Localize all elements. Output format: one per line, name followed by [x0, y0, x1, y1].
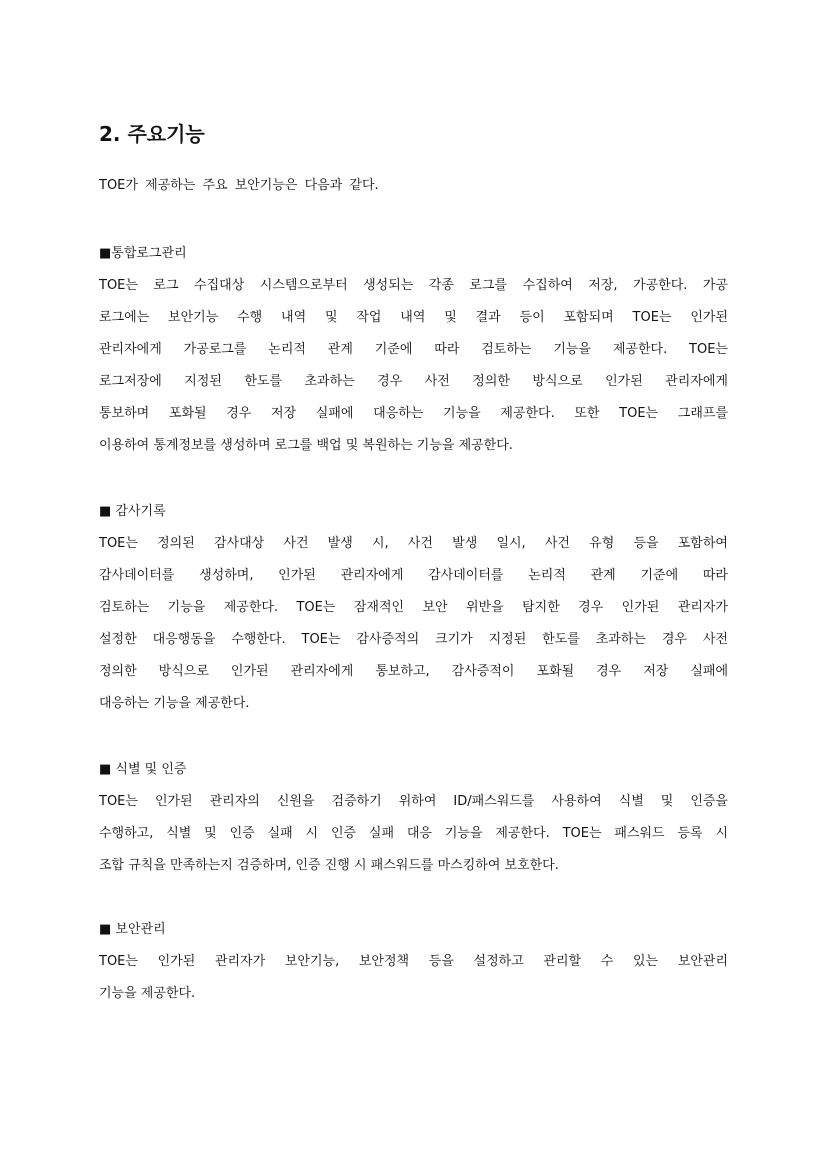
section-integrated-log — [99, 244, 728, 468]
section-identification-auth — [99, 760, 728, 888]
section-audit — [99, 502, 728, 726]
paragraph-line: 수행하고, 식별 및 인증 실패 시 인증 실패 대응 기능을 제공한다. TOE는 패스워드 등록 시 — [99, 826, 728, 841]
paragraph-line: 설정한 대응행동을 수행한다. TOE는 감사증적의 크기가 지정된 한도를 초과하는 경우 사전 — [99, 632, 728, 647]
paragraph-line: 대응하는 기능을 제공한다. — [99, 696, 250, 711]
paragraph-line: 감사데이터를 생성하며, 인가된 관리자에게 감사데이터를 논리적 관계 기준에 따라 — [99, 568, 728, 583]
paragraph-line: 이용하여 통계정보를 생성하며 로그를 백업 및 복원하는 기능을 제공한다. — [99, 438, 513, 453]
section-heading: ■ 보안관리 — [99, 922, 166, 937]
paragraph-line: 조합 규칙을 만족하는지 검증하며, 인증 진행 시 패스워드를 마스킹하여 보호한다. — [99, 858, 559, 873]
paragraph-line: TOE는 로그 수집대상 시스템으로부터 생성되는 각종 로그를 수집하여 저장, 가공한다. 가공 — [99, 278, 728, 293]
paragraph-line: TOE는 인가된 관리자가 보안기능, 보안정책 등을 설정하고 관리할 수 있는 보안관리 — [99, 954, 728, 969]
intro-text: TOE가 제공하는 주요 보안기능은 다음과 같다. — [99, 178, 379, 193]
paragraph-line: 검토하는 기능을 제공한다. TOE는 잠재적인 보안 위반을 탐지한 경우 인가된 관리자가 — [99, 600, 728, 615]
paragraph-line: 정의한 방식으로 인가된 관리자에게 통보하고, 감사증적이 포화될 경우 저장 실패에 — [99, 664, 728, 679]
paragraph-line: 로그저장에 지정된 한도를 초과하는 경우 사전 정의한 방식으로 인가된 관리자에게 — [99, 374, 728, 389]
section-security-management — [99, 920, 728, 1016]
paragraph-line: TOE는 정의된 감사대상 사건 발생 시, 사건 발생 일시, 사건 유형 등을 포함하여 — [99, 536, 728, 551]
paragraph-line: 로그에는 보안기능 수행 내역 및 작업 내역 및 결과 등이 포함되며 TOE는 인가된 — [99, 310, 728, 325]
paragraph-line: 기능을 제공한다. — [99, 986, 196, 1001]
paragraph-line: 통보하며 포화될 경우 저장 실패에 대응하는 기능을 제공한다. 또한 TOE는 그래프를 — [99, 406, 728, 421]
section-heading: ■ 식별 및 인증 — [99, 762, 187, 777]
paragraph-line: 관리자에게 가공로그를 논리적 관계 기준에 따라 검토하는 기능을 제공한다. TOE는 — [99, 342, 728, 357]
page-title: 2. 주요기능 — [99, 122, 205, 146]
section-heading: ■통합로그관리 — [99, 246, 187, 261]
paragraph-line: TOE는 인가된 관리자의 신원을 검증하기 위하여 ID/패스워드를 사용하여 식별 및 인증을 — [99, 794, 728, 809]
section-heading: ■ 감사기록 — [99, 504, 166, 519]
